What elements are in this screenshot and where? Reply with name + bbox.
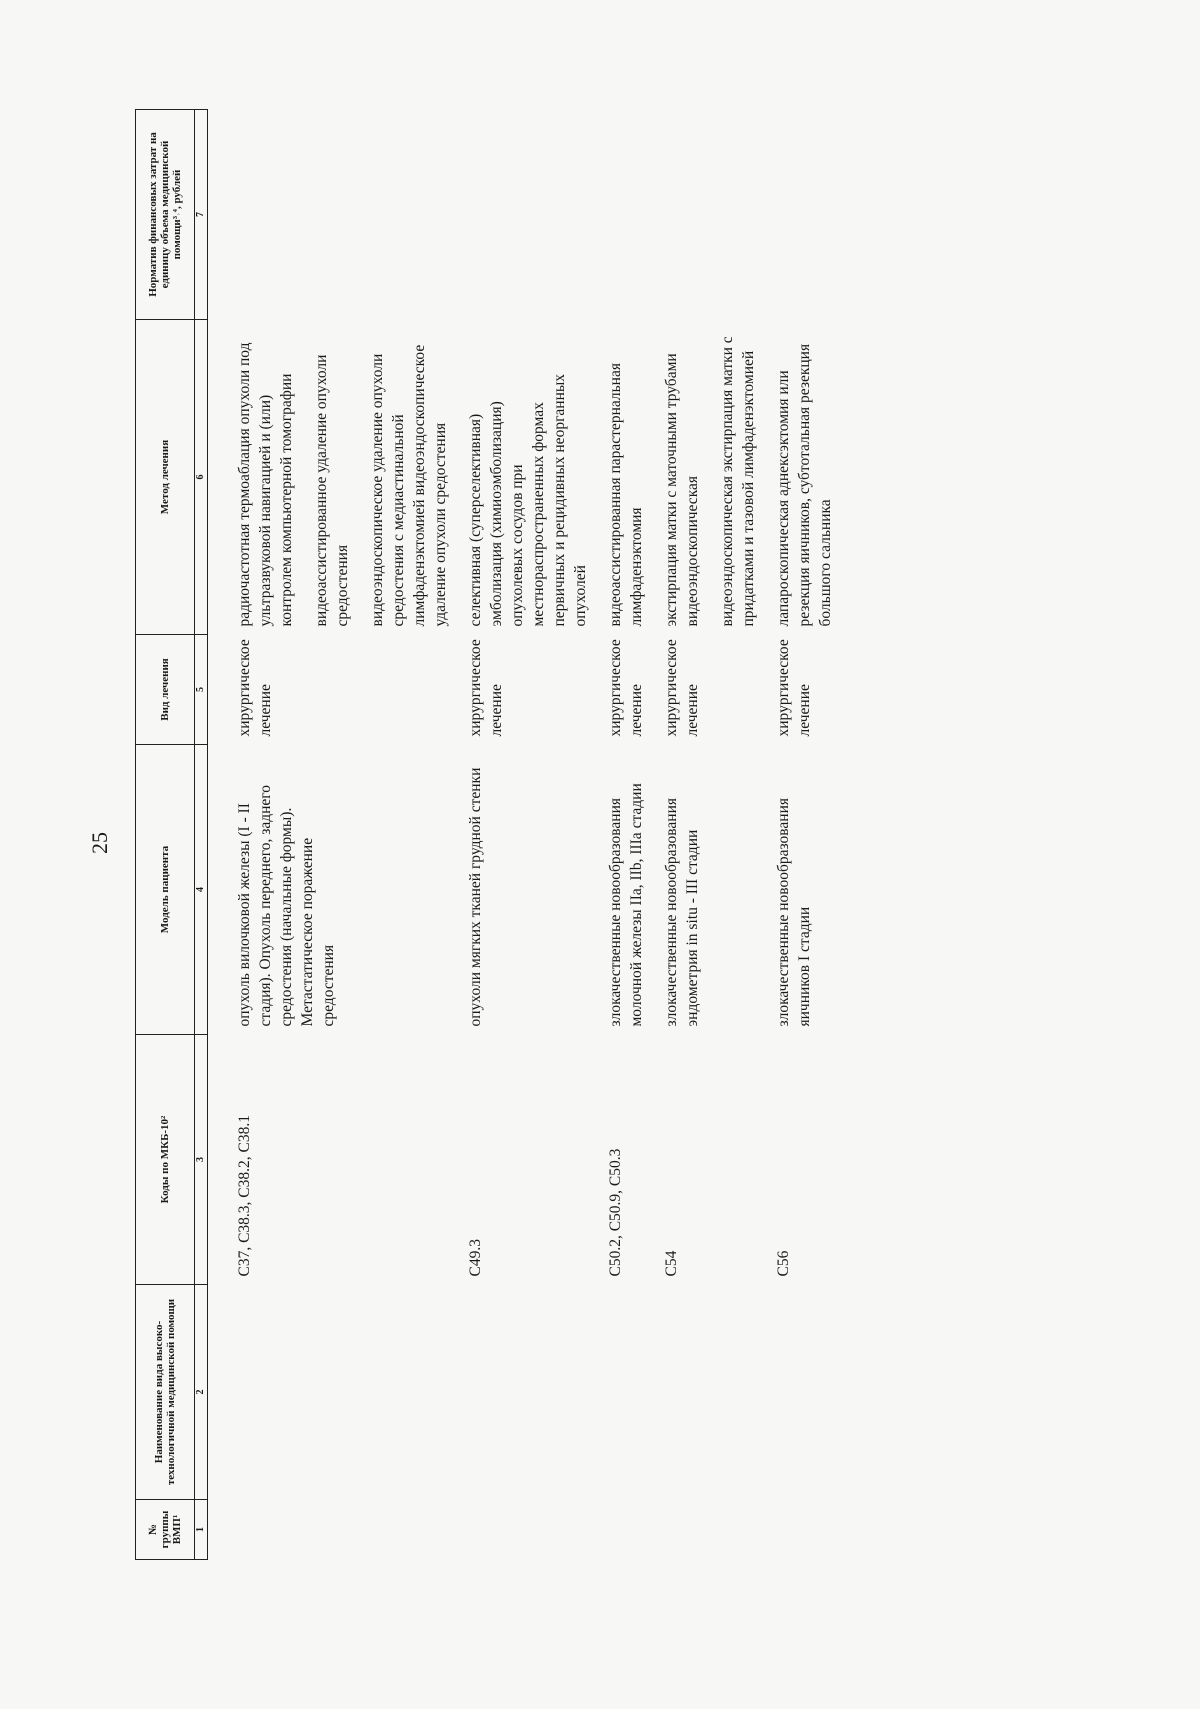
table-row — [451, 110, 591, 1560]
treatment-method: видеоассистированная парастернальная лимфаденэктомия — [607, 363, 645, 627]
patient-model-cell: злокачественные новообразования яичников I стадии — [775, 797, 813, 1027]
treatment-method-cell — [647, 320, 759, 635]
group-number-cell — [591, 1500, 647, 1560]
vmp-table — [135, 109, 836, 1560]
cost-cell — [208, 110, 452, 320]
group-number-cell — [647, 1500, 759, 1560]
page-number: 25 — [87, 832, 112, 854]
patient-model-cell: опухоль вилочковой железы (I - II стадия). Опухоль переднего, заднего средостения (начальные формы). Метастатическое поражение средостения — [236, 785, 337, 1027]
cost-cell — [591, 110, 647, 320]
group-number-cell — [451, 1500, 591, 1560]
column-number: 5 — [195, 635, 208, 745]
treatment-method-cell — [591, 320, 647, 635]
treatment-method: селективная (суперселективная) эмболизация (химиоэмболизация) опухолевых сосудов при местнораспространенных формах первичных и рецидивных неорганных опухолей — [467, 373, 589, 627]
icd-codes-cell: C54 — [663, 1250, 680, 1277]
icd-codes-cell: C49.3 — [467, 1239, 484, 1277]
icd-codes-cell: C50.2, C50.9, C50.3 — [607, 1148, 624, 1277]
vmp-name-cell — [451, 1285, 591, 1500]
header-cell: Модель пациента — [136, 745, 195, 1035]
vmp-name-cell — [759, 1285, 836, 1500]
vmp-name-cell — [208, 1285, 452, 1500]
treatment-type-cell: хирургическое лечение — [467, 639, 505, 737]
cost-cell — [759, 110, 836, 320]
table-row — [759, 110, 836, 1560]
icd-codes-cell: C56 — [775, 1250, 792, 1277]
column-number: 1 — [195, 1500, 208, 1560]
treatment-type-cell: хирургическое лечение — [775, 639, 813, 737]
header-row — [136, 110, 195, 1560]
header-cell: Наименование вида высоко-технологичной медицинской помощи — [136, 1285, 195, 1500]
table-row — [591, 110, 647, 1560]
column-number-row — [195, 110, 208, 1560]
treatment-method: лапароскопическая аднексэктомия или резекция яичников, субтотальная резекция большого сальника — [775, 343, 834, 627]
header-cell: Вид лечения — [136, 635, 195, 745]
cost-cell — [451, 110, 591, 320]
header-cell: Коды по МКБ-10² — [136, 1035, 195, 1285]
vmp-name-cell — [591, 1285, 647, 1500]
header-cell: Метод лечения — [136, 320, 195, 635]
treatment-type-cell: хирургическое лечение — [236, 639, 274, 737]
treatment-method-cell — [451, 320, 591, 635]
column-number: 4 — [195, 745, 208, 1035]
treatment-type-cell: хирургическое лечение — [607, 639, 645, 737]
vmp-name-cell — [647, 1285, 759, 1500]
header-cell: № группы ВМП¹ — [136, 1500, 195, 1560]
treatment-method-cell — [208, 320, 452, 635]
treatment-method: видеоассистированное удаление опухоли средостения — [313, 354, 351, 627]
treatment-method: видеоэндоскопическая экстирпация матки с придатками и тазовой лимфаденэктомией — [719, 336, 757, 627]
patient-model-cell: злокачественные новообразования молочной железы IIa, IIb, IIIa стадии — [607, 783, 645, 1027]
treatment-method: радиочастотная термоаблация опухоли под ультразвуковой навигацией и (или) контролем компьютерной томографии — [236, 342, 295, 627]
icd-codes-cell: C37, C38.3, C38.2, C38.1 — [236, 1115, 253, 1277]
table-row — [647, 110, 759, 1560]
treatment-type-cell: хирургическое лечение — [663, 639, 701, 737]
table-row — [208, 110, 452, 1560]
patient-model-cell: злокачественные новообразования эндометрия in situ - III стадии — [663, 797, 701, 1027]
group-number-cell — [759, 1500, 836, 1560]
treatment-method: экстирпация матки с маточными трубами видеоэндоскопическая — [663, 353, 701, 627]
treatment-method: видеоэндоскопическое удаление опухоли средостения с медиастинальной лимфаденэктомией видеоэндоскопическое удаление опухоли средостения — [369, 344, 449, 627]
treatment-method-cell — [759, 320, 836, 635]
column-number: 7 — [195, 110, 208, 320]
group-number-cell — [208, 1500, 452, 1560]
header-cell: Норматив финансовых затрат на единицу объема медицинской помощи³˒⁴, рублей — [136, 110, 195, 320]
patient-model-cell: опухоли мягких тканей грудной стенки — [467, 767, 484, 1027]
column-number: 6 — [195, 320, 208, 635]
column-number: 3 — [195, 1035, 208, 1285]
cost-cell — [647, 110, 759, 320]
column-number: 2 — [195, 1285, 208, 1500]
rotated-table-container — [135, 110, 1055, 1560]
